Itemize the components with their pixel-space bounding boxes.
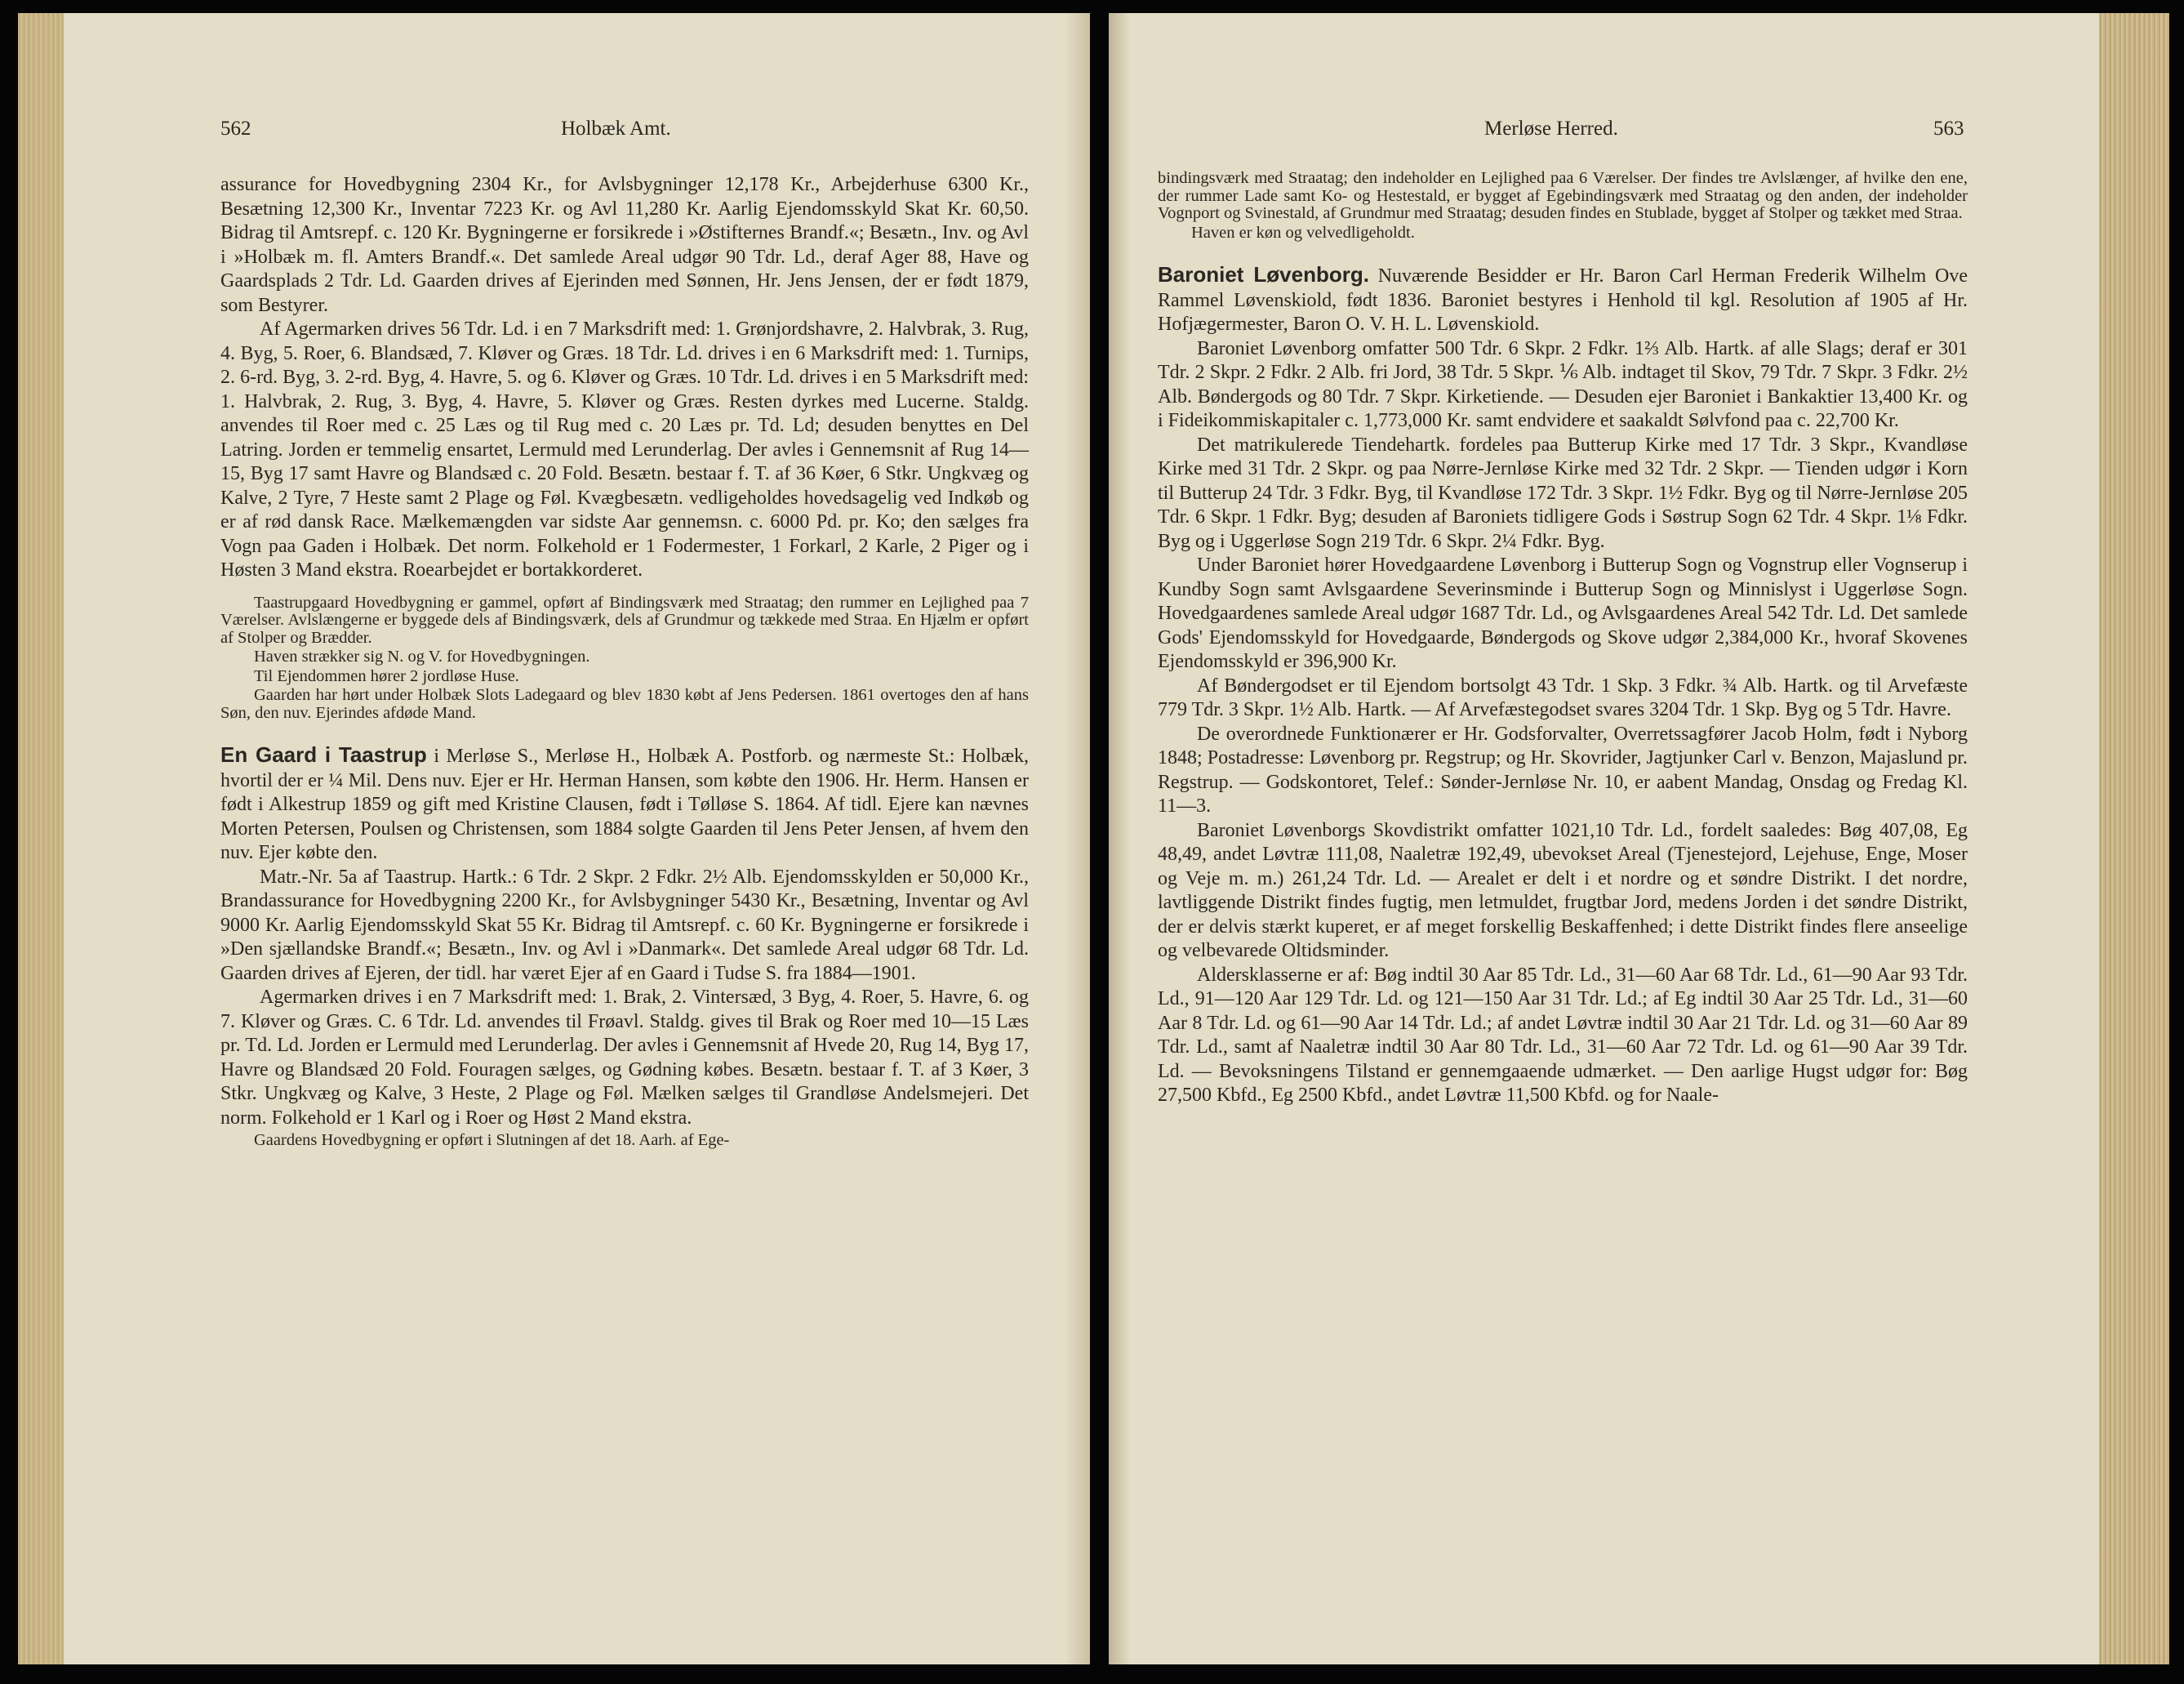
entry-text: Nuværende Besidder er Hr. Baron Carl Herman Frederik Wilhelm Ove Rammel Løvenskiold, født 1836. Baroniet bestyres i Henhold til kgl. Resolution af 1905 af Hr. Hofjægermester, Baron O. V. H. L. Løvenskiold. <box>1158 265 1968 335</box>
paragraph: Agermarken drives i en 7 Marksdrift med: 1. Brak, 2. Vintersæd, 3 Byg, 4. Roer, 5. Havre, 6. og 7. Kløver og Græs. C. 6 Tdr. Ld. anvendes til Frøavl. Staldg. gives til Brak og Roer med 10—15 Læs pr. Td. Ld. Jorden er Lermuld med Lerunderlag. Der avles i Gennemsnit af Hvede 20, Rug 14, Byg 17, Havre og Blandsæd 20 Fold. Fouragen sælges, og Gødning købes. Besætn. bestaar f. T. af 3 Køer, 3 Stkr. Ungkvæg og Kalve, 3 Heste, 2 Plage og Føl. Mælken sælges til Grandløse Andelsmejeri. Det norm. Folkehold er 1 Karl og i Roer og Høst 2 Mand ekstra. <box>220 987 1029 1129</box>
paragraph-small: Gaarden har hørt under Holbæk Slots Ladegaard og blev 1830 købt af Jens Pedersen. 1861 overtoges den af hans Søn, den nuv. Ejerindes afdøde Mand. <box>220 686 1029 722</box>
entry-paragraph <box>220 743 1029 866</box>
paragraph-small: Til Ejendommen hører 2 jordløse Huse. <box>254 666 519 685</box>
paragraph: De overordnede Funktionærer er Hr. Godsforvalter, Overretssagfører Jacob Holm, født i Nyborg 1848; Postadresse: Løvenborg pr. Regstrup; og Hr. Skovrider, Jagtjunker Carl v. Benzon, Majaslund pr. Regstrup. — Godskontoret, Telef.: Sønder-Jernløse Nr. 10, er aabent Mandag, Onsdag og Fredag Kl. 11—3. <box>1158 723 1968 817</box>
page-edge-left <box>18 13 64 1664</box>
running-head-right: Merløse Herred. <box>1484 118 1618 140</box>
running-head-left: Holbæk Amt. <box>561 118 671 140</box>
entry-heading: Baroniet Løvenborg. <box>1158 262 1369 287</box>
body-text-right <box>1158 168 1968 1108</box>
page-number-left: 562 <box>220 118 251 140</box>
page-edge-right <box>2099 13 2169 1664</box>
paragraph: Baroniet Løvenborgs Skovdistrikt omfatter 1021,10 Tdr. Ld., fordelt saaledes: Bøg 407,08, Eg 48,49, andet Løvtræ 111,08, Naaletræ 192,49, ubevokset Areal (Tjenestejord, Lejehuse, Enge, Moser og Veje m. m.) 261,24 Tdr. Ld. — Arealet er delt i et nordre og et søndre Distrikt. I det nordre, lavtliggende Distrikt findes fugtig, men letmuldet, frugtbar Jord, medens Jorden i det søndre Distrikt, der er delvis stærkt kuperet, er af meget forskellig Beskaffenhed; i dette Distrikt findes flere anseelige og velbevarede Oltidsminder. <box>1158 819 1968 961</box>
paragraph-small: bindingsværk med Straatag; den indeholder en Lejlighed paa 6 Værelser. Der findes tre Avlslænger, af hvilke den ene, der rummer Lade samt Ko- og Hestestald, er bygget af Egebindingsværk med Straatag og den anden, der indeholder Vognport og Svinestald, af Grundmur med Straatag; desuden findes en Stublade, bygget af Stolper og tækket med Straa. <box>1158 169 1968 222</box>
paragraph: Under Baroniet hører Hovedgaardene Løvenborg i Butterup Sogn og Vognstrup eller Vognserup i Kundby Sogn samt Avlsgaardene Severinsminde i Butterup Sogn og Minnislyst i Uggerløse Sogn. Hovedgaardenes samlede Areal udgør 1687 Tdr. Ld., og Avlsgaardenes Areal 542 Tdr. Ld. Det samlede Gods' Ejendomsskyld for Hovedgaarde, Bøndergods og Skove udgør 2,384,000 Kr., hvoraf Skovenes Ejendomsskyld er 396,900 Kr. <box>1158 555 1968 672</box>
paragraph: Det matrikulerede Tiendehartk. fordeles paa Butterup Kirke med 17 Tdr. 3 Skpr., Kvandløse Kirke med 31 Tdr. 2 Skpr. og paa Nørre-Jernløse Kirke med 32 Tdr. 2 Skpr. — Tienden udgør i Korn til Butterup 24 Tdr. 3 Fdkr. Byg, til Kvandløse 172 Tdr. 3 Skpr. 1½ Fdkr. Byg og til Nørre-Jernløse 205 Tdr. 6 Skpr. 1 Fdkr. Byg; desuden af Baroniets tidligere Gods i Søstrup Sogn 62 Tdr. 4 Skpr. 1⅛ Fdkr. Byg og i Uggerløse Sogn 219 Tdr. 6 Skpr. 2¼ Fdkr. Byg. <box>1158 434 1968 552</box>
paragraph: Af Agermarken drives 56 Tdr. Ld. i en 7 Marksdrift med: 1. Grønjordshavre, 2. Halvbrak, 3. Rug, 4. Byg, 5. Roer, 6. Blandsæd, 7. Kløver og Græs. 18 Tdr. Ld. drives i en 6 Marksdrift med: 1. Turnips, 2. 6-rd. Byg, 3. 2-rd. Byg, 4. Havre, 5. og 6. Kløver og Græs. 10 Tdr. Ld. drives i en 5 Marksdrift med: 1. Halvbrak, 2. Rug, 3. Byg, 4. Havre, 5. Kløver og Græs. Resten dyrkes med Lucerne. Staldg. anvendes til Roer med c. 25 Læs og til Rug med c. 20 Læs pr. Td. Ld; desuden benyttes en Del Latring. Jorden er temmelig ensartet, Lermuld med Lerunderlag. Der avles i Gennemsnit af Rug 14—15, Byg 17 samt Havre og Blandsæd c. 20 Fold. Besætn. bestaar f. T. af 36 Køer, 6 Stkr. Ungkvæg og Kalve, 2 Tyre, 7 Heste samt 2 Plage og Føl. Kvægbesætn. vedligeholdes hovedsagelig ved Indkøb og er af rød dansk Race. Mælkemængden var sidste Aar gennemsn. c. 6000 Pd. pr. Ko; den sælges fra Vogn paa Gaden i Holbæk. Det norm. Folkehold er 1 Fodermester, 1 Forkarl, 2 Karle, 2 Piger og i Høsten 3 Mand ekstra. Roearbejdet er bortakkorderet. <box>220 319 1029 581</box>
paragraph-small: Haven strækker sig N. og V. for Hovedbygningen. <box>254 648 590 666</box>
entry-heading: En Gaard i Taastrup <box>220 742 427 767</box>
paragraph: assurance for Hovedbygning 2304 Kr., for Avlsbygninger 12,178 Kr., Arbejderhuse 6300 Kr., Besætning 12,300 Kr., Inventar 7223 Kr. og Avl 11,280 Kr. Aarlig Ejendomsskyld Skat Kr. 60,50. Bidrag til Amtsrepf. c. 120 Kr. Bygningerne er forsikrede i »Østifternes Brandf.«; Besætn., Inv. og Avl i »Holbæk m. fl. Amters Brandf.«. Det samlede Areal udgør 90 Tdr. Ld., deraf Ager 88, Have og Gaardsplads 2 Tdr. Ld. Gaarden drives af Ejerinden med Sønnen, Hr. Jens Jensen, der er født 1879, som Bestyrer. <box>220 174 1029 316</box>
right-page <box>1109 13 2169 1664</box>
paragraph-small: Haven er køn og velvedligeholdt. <box>1191 223 1415 242</box>
entry-text: i Merløse S., Merløse H., Holbæk A. Postforb. og nærmeste St.: Holbæk, hvortil der er ¼ Mil. Dens nuv. Ejer er Hr. Herman Hansen, som købte den 1906. Hr. Herm. Hansen er født i Alkestrup 1859 og gift med Kristine Clausen, født i Tølløse S. 1864. Af tidl. Ejere kan nævnes Morten Petersen, Poulsen og Christensen, som 1884 solgte Gaarden til Jens Peter Jensen, af hvem den nuv. Ejer købte den. <box>220 746 1029 863</box>
body-text-left <box>220 173 1029 1152</box>
page-number-right: 563 <box>1933 118 1964 140</box>
gutter-shadow-left <box>1065 13 1090 1664</box>
entry-paragraph <box>1158 263 1968 337</box>
paragraph-small: Gaardens Hovedbygning er opført i Slutningen af det 18. Aarh. af Ege- <box>254 1131 730 1149</box>
paragraph: Baroniet Løvenborg omfatter 500 Tdr. 6 Skpr. 2 Fdkr. 1⅔ Alb. Hartk. af alle Slags; deraf er 301 Tdr. 2 Skpr. 2 Fdkr. 2 Alb. fri Jord, 38 Tdr. 5 Skpr. ⅙ Alb. indtaget til Skov, 79 Tdr. 7 Skpr. 3 Fdkr. 2½ Alb. Bøndergods og 80 Tdr. 7 Skpr. Kirketiende. — Desuden ejer Baroniet i Bankaktier 13,400 Kr. og i Fideikommiskapitaler c. 1,773,000 Kr. samt endvidere et saakaldt Sølvfond paa c. 22,700 Kr. <box>1158 337 1968 431</box>
left-page <box>18 13 1090 1664</box>
gutter-shadow-right <box>1109 13 1130 1664</box>
paragraph: Af Bøndergodset er til Ejendom bortsolgt 43 Tdr. 1 Skp. 3 Fdkr. ¾ Alb. Hartk. og til Arvefæste 779 Tdr. 3 Skpr. 1½ Alb. Hartk. — Af Arvefæstegodset svares 3204 Tdr. 1 Skp. Byg og 5 Tdr. Havre. <box>1158 675 1968 720</box>
paragraph: Aldersklasserne er af: Bøg indtil 30 Aar 85 Tdr. Ld., 31—60 Aar 68 Tdr. Ld., 61—90 Aar 93 Tdr. Ld., 91—120 Aar 129 Tdr. Ld. og 121—150 Aar 31 Tdr. Ld.; af Eg indtil 30 Aar 25 Tdr. Ld., 31—60 Aar 8 Tdr. Ld. og 61—90 Aar 14 Tdr. Ld.; af andet Løvtræ indtil 30 Aar 21 Tdr. Ld. og 31—60 Aar 89 Tdr. Ld., samt af Naaletræ indtil 30 Aar 80 Tdr. Ld., 31—60 Aar 72 Tdr. Ld. og 61—90 Aar 39 Tdr. Ld. — Bevoksningens Tilstand er gennemgaaende udmærket. — Den aarlige Hugst udgør for: Bøg 27,500 Kbfd., Eg 2500 Kbfd., andet Løvtræ 11,500 Kbfd. og for Naale- <box>1158 964 1968 1106</box>
paragraph: Matr.-Nr. 5a af Taastrup. Hartk.: 6 Tdr. 2 Skpr. 2 Fdkr. 2½ Alb. Ejendomsskylden er 50,000 Kr., Brandassurance for Hovedbygning 2200 Kr., for Avlsbygninger 5430 Kr., Besætning, Inventar og Avl 9000 Kr. Aarlig Ejendomsskyld Skat 55 Kr. Bidrag til Amtsrepf. c. 60 Kr. Bygningerne er forsikrede i »Den sjællandske Brandf.«; Besætn., Inv. og Avl i »Danmark«. Det samlede Areal udgør 68 Tdr. Ld. Gaarden drives af Ejeren, der tidl. har været Ejer af en Gaard i Tudse S. fra 1884—1901. <box>220 866 1029 984</box>
paragraph-small: Taastrupgaard Hovedbygning er gammel, opført af Bindingsværk med Straatag; den rummer en Lejlighed paa 7 Værelser. Avlslængerne er byggede dels af Bindingsværk, dels af Grundmur og tækkede med Straa. En Hjælm er opført af Stolper og Brædder. <box>220 593 1029 647</box>
